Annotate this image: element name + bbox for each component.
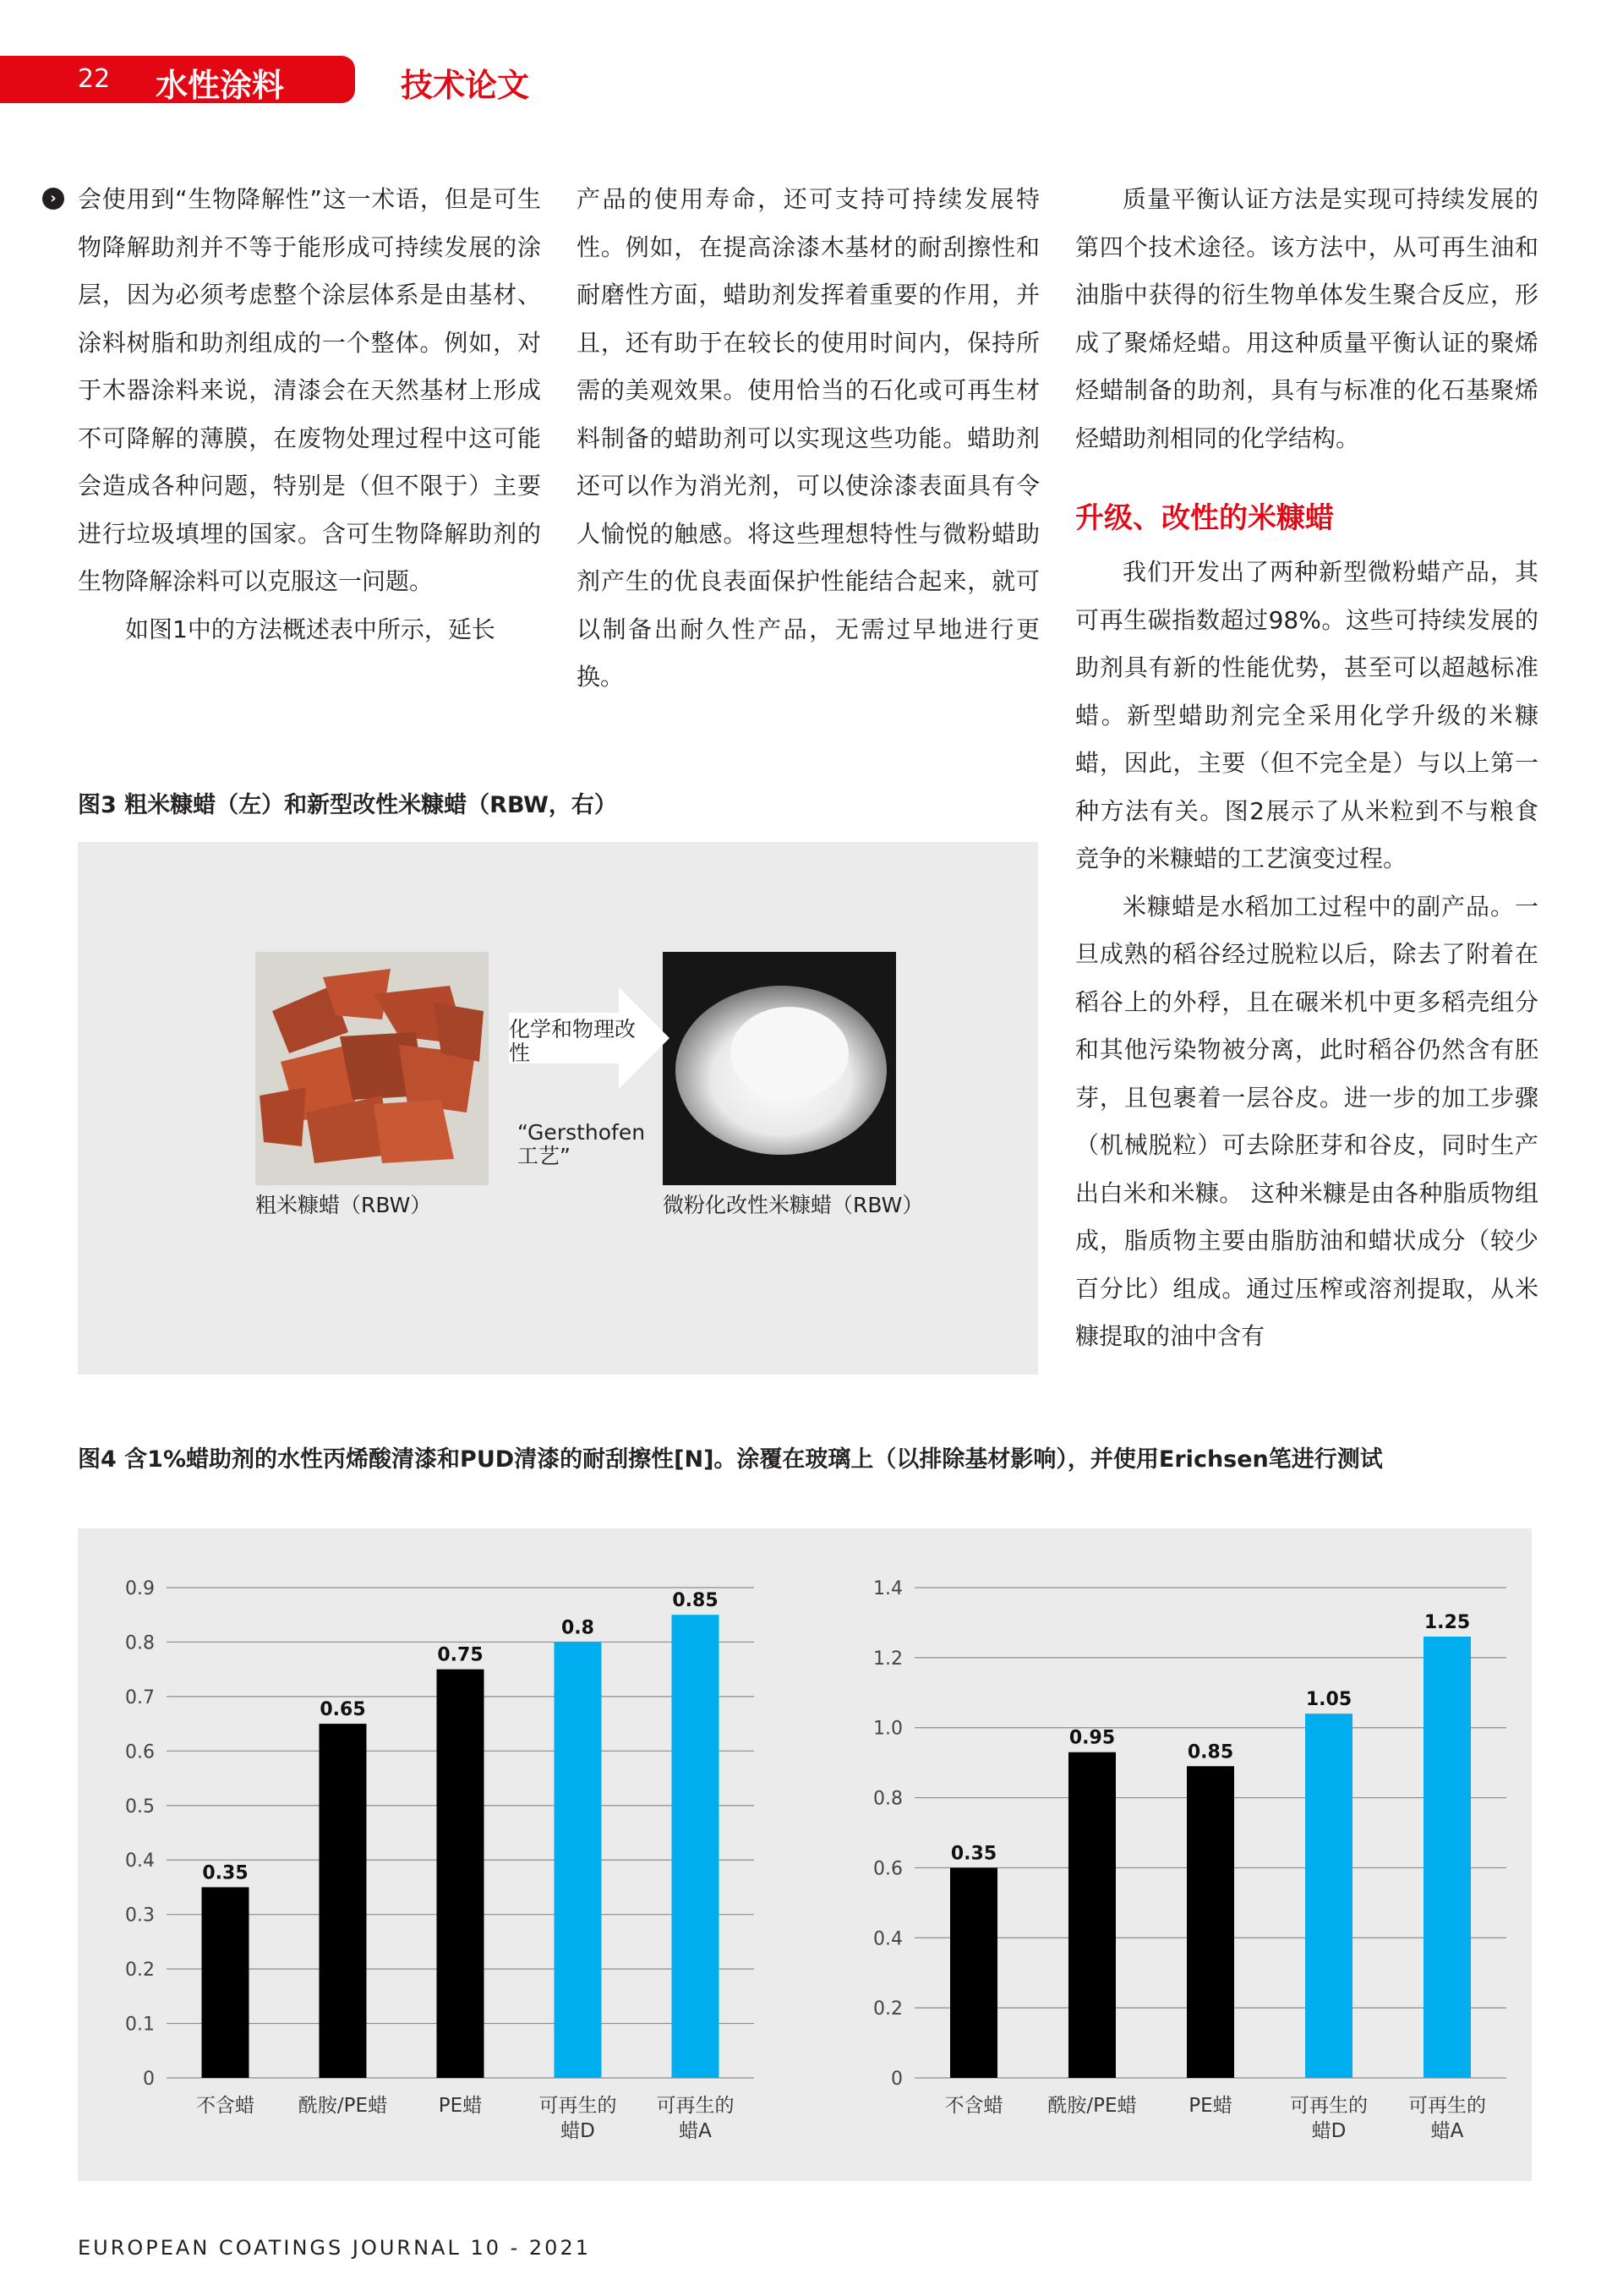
bar-chart-pud [805,1528,1532,2181]
text-column-2 [577,176,1040,702]
y-tick-label: 0.1 [125,2014,155,2036]
y-tick-label: 0.2 [873,1998,903,2020]
y-tick-label: 1.4 [873,1578,903,1599]
category-title: 技术论文 [401,67,530,104]
y-tick-label: 0.6 [125,1741,155,1763]
micronized-rice-bran-wax-photo [663,952,896,1185]
x-tick-label: 不含蜡 [944,2095,1003,2117]
data-label: 0.85 [1187,1741,1234,1763]
y-tick-label: 0.8 [873,1788,903,1810]
x-tick-label: 酰胺/PE蜡 [1047,2095,1137,2117]
x-tick-label: 蜡A [1430,2120,1464,2142]
x-tick-label: 可再生的 [656,2095,735,2117]
y-tick-label: 0 [143,2069,155,2090]
y-tick-label: 0.4 [125,1850,155,1872]
crude-rice-bran-wax-photo [255,952,489,1185]
paragraph: 会使用到“生物降解性”这一术语，但是可生物降解助剂并不等于能形成可持续发展的涂层，因为必须考虑整个涂层体系是由基材、涂料树脂和助剂组成的一个整体。例如，对于木器涂料来说，清漆会在天然基材上形成不可降解的薄膜，在废物处理过程中这可能会造成各种问题，特别是（但不限于）主要进行垃圾填埋的国家。含可生物降解助剂的生物降解涂料可以克服这一问题。 [78,185,541,595]
process-name: “Gersthofen工艺” [517,1120,646,1168]
bar [1305,1714,1352,2078]
page-number: 22 [78,64,111,94]
right-photo-label: 微粉化改性米糠蜡（RBW） [663,1193,924,1217]
data-label: 0.8 [561,1617,594,1639]
y-tick-label: 0.2 [125,1960,155,1982]
data-label: 0.95 [1068,1727,1116,1749]
bar [1424,1637,1471,2078]
x-tick-label: PE蜡 [438,2095,483,2117]
y-tick-label: 0.9 [125,1578,155,1599]
figure-4-panel [78,1528,1532,2181]
x-tick-label: 不含蜡 [196,2095,254,2117]
figure-3-caption: 图3 粗米糠蜡（左）和新型改性米糠蜡（RBW，右） [78,792,617,818]
x-tick-label: 可再生的 [1290,2095,1368,2117]
paragraph: 我们开发出了两种新型微粉蜡产品，其可再生碳指数超过98%。这些可持续发展的助剂具有新的性能优势，甚至可以超越标准蜡。新型蜡助剂完全采用化学升级的米糠蜡，因此，主要（但不完全是）与以上第一种方法有关。图2展示了从米粒到不与粮食竞争的米糠蜡的工艺演变过程。 [1075,558,1538,872]
journal-footer: EUROPEAN COATINGS JOURNAL 10 - 2021 [78,2236,591,2260]
section-title: 水性涂料 [156,67,285,104]
x-tick-label: 蜡D [560,2120,595,2142]
bar [1068,1752,1116,2078]
bar-chart-acrylic [78,1528,805,2181]
text-column-1 [78,176,541,653]
paragraph: 质量平衡认证方法是实现可持续发展的第四个技术途径。该方法中，从可再生油和油脂中获得的衍生物单体发生聚合反应，形成了聚烯烃蜡。用这种质量平衡认证的聚烯烃蜡制备的助剂，具有与标准的化石基聚烯烃蜡助剂相同的化学结构。 [1075,185,1538,452]
x-tick-label: 蜡A [679,2120,712,2142]
bar [437,1670,484,2078]
y-tick-label: 0 [891,2069,903,2090]
data-label: 0.65 [320,1699,366,1721]
text-column-3 [1075,176,1538,1361]
x-tick-label: 可再生的 [538,2095,617,2117]
x-tick-label: 可再生的 [1408,2095,1486,2117]
bar [555,1642,602,2078]
data-label: 1.05 [1305,1689,1352,1711]
bar [950,1867,997,2078]
bar [1187,1766,1234,2078]
y-tick-label: 0.8 [125,1632,155,1654]
y-tick-label: 0.3 [125,1905,155,1927]
y-tick-label: 0.7 [125,1686,155,1708]
data-label: 0.35 [202,1862,249,1884]
left-photo-label: 粗米糠蜡（RBW） [255,1193,432,1217]
y-tick-label: 0.4 [873,1928,903,1950]
figure-4-caption: 图4 含1%蜡助剂的水性丙烯酸清漆和PUD清漆的耐刮擦性[N]。涂覆在玻璃上（以排除基材影响），并使用Erichsen笔进行测试 [78,1446,1383,1473]
x-tick-label: 酰胺/PE蜡 [298,2095,388,2117]
paragraph: 米糠蜡是水稻加工过程中的副产品。一旦成熟的稻谷经过脱粒以后，除去了附着在稻谷上的外稃，且在碾米机中更多稻壳组分和其他污染物被分离，此时稻谷仍然含有胚芽，且包裹着一层谷皮。进一步的加工步骤（机械脱粒）可去除胚芽和谷皮，同时生产出白米和米糠。 这种米糠是由各种脂质物组成，脂质物主要由脂肪油和蜡状成分（较少百分比）组成。通过压榨或溶剂提取，从米糠提取的油中含有 [1075,892,1538,1350]
bar [202,1887,249,2078]
data-label: 1.25 [1424,1612,1471,1633]
bar [320,1724,367,2078]
paragraph: 如图1中的方法概述表中所示，延长 [125,615,495,643]
data-label: 0.75 [437,1644,484,1666]
bar [672,1615,719,2078]
continuation-arrow-icon: › [42,188,64,210]
y-tick-label: 1.2 [873,1648,903,1670]
x-tick-label: PE蜡 [1189,2095,1232,2117]
data-label: 0.35 [950,1843,997,1865]
x-tick-label: 蜡D [1311,2120,1347,2142]
paragraph: 产品的使用寿命，还可支持可持续发展特性。例如，在提高涂漆木基材的耐刮擦性和耐磨性方面，蜡助剂发挥着重要的作用，并且，还有助于在较长的使用时间内，保持所需的美观效果。使用恰当的石化或可再生材料制备的蜡助剂可以实现这些功能。蜡助剂还可以作为消光剂，可以使涂漆表面具有令人愉悦的触感。将这些理想特性与微粉蜡助剂产生的优良表面保护性能结合起来，就可以制备出耐久性产品，无需过早地进行更换。 [577,185,1040,691]
y-tick-label: 0.5 [125,1796,155,1818]
data-label: 0.85 [672,1590,719,1612]
process-label: 化学和物理改性 [509,1017,637,1065]
section-subheading: 升级、改性的米糠蜡 [1075,501,1334,535]
y-tick-label: 0.6 [873,1858,903,1880]
y-tick-label: 1.0 [873,1718,903,1740]
figure-3-panel [78,842,1038,1375]
